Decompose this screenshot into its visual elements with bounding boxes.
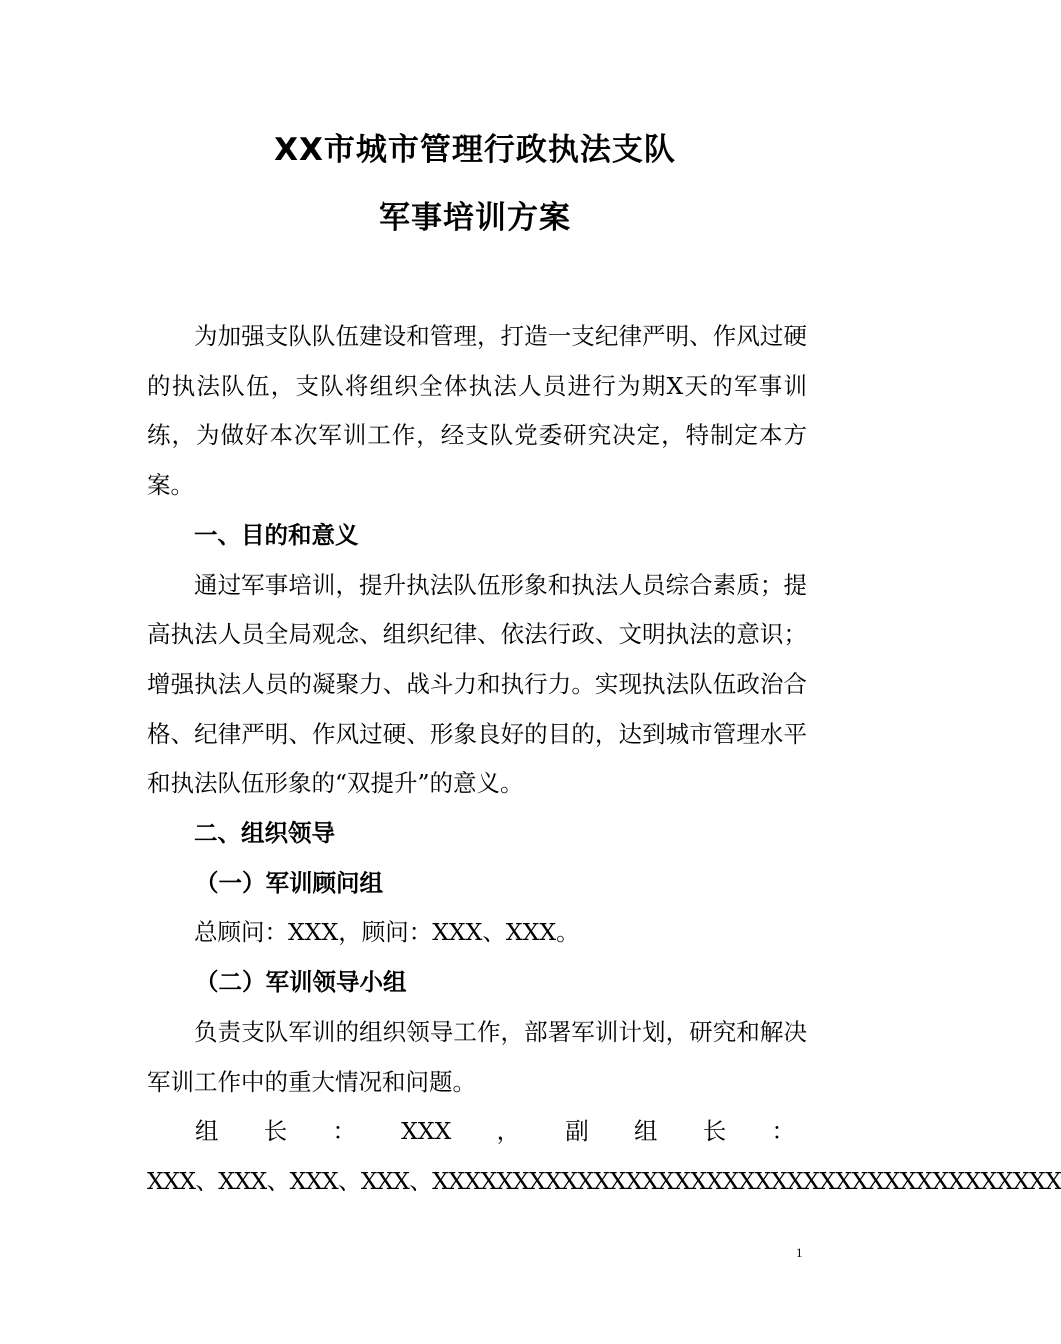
leader-line: [147, 1107, 807, 1157]
page-number: 1: [796, 1245, 803, 1260]
document-body: [147, 312, 1061, 1207]
leader-line-char: 副: [565, 1117, 589, 1146]
leader-line-char: 长: [263, 1117, 288, 1146]
purpose-paragraph: 通过军事培训，提升执法队伍形象和执法人员综合素质；提高执法人员全局观念、组织纪律、依法行政、文明执法的意识；增强执法人员的凝聚力、战斗力和执行力。实现执法队伍政治合格、纪律严明、作风过硬、形象良好的目的，达到城市管理水平和执法队伍形象的“双提升”的意义。: [147, 570, 807, 798]
intro-paragraph: 为加强支队队伍建设和管理，打造一支纪律严明、作风过硬的执法队伍，支队将组织全体执法人员进行为期X天的军事训练，为做好本次军训工作，经支队党委研究决定，特制定本方案。: [147, 322, 807, 500]
leader-line-char: 长: [702, 1117, 727, 1146]
leadership-paragraph: 负责支队军训的组织领导工作，部署军训计划，研究和解决军训工作中的重大情况和问题。: [147, 1017, 807, 1096]
section-heading-organization: 二、组织领导: [194, 819, 335, 848]
document-subtitle: 军事培训方案: [379, 200, 571, 236]
leader-line-char: ：: [332, 1117, 356, 1146]
section-heading-purpose: 一、目的和意义: [194, 520, 359, 549]
leader-line-char: XXX: [401, 1117, 452, 1146]
leader-line-char: ：: [771, 1117, 795, 1146]
leader-line-char: ，: [496, 1117, 521, 1146]
leader-line-char: 组: [634, 1117, 658, 1146]
subsection-heading-leadership: （二）军训领导小组: [195, 968, 407, 997]
advisors-paragraph: 总顾问：XXX，顾问：XXX、XXX。: [194, 918, 580, 947]
subsection-heading-advisors: （一）军训顾问组: [195, 868, 383, 897]
document-title: XX市城市管理行政执法支队: [274, 132, 676, 168]
leader-line-char: 组: [195, 1117, 219, 1146]
members-line: XXX、XXX、XXX、XXX、XXXXXXXXXXXXXXXXXXXXXXXXXXXXXXXXXXXXXXX: [147, 1166, 1061, 1195]
